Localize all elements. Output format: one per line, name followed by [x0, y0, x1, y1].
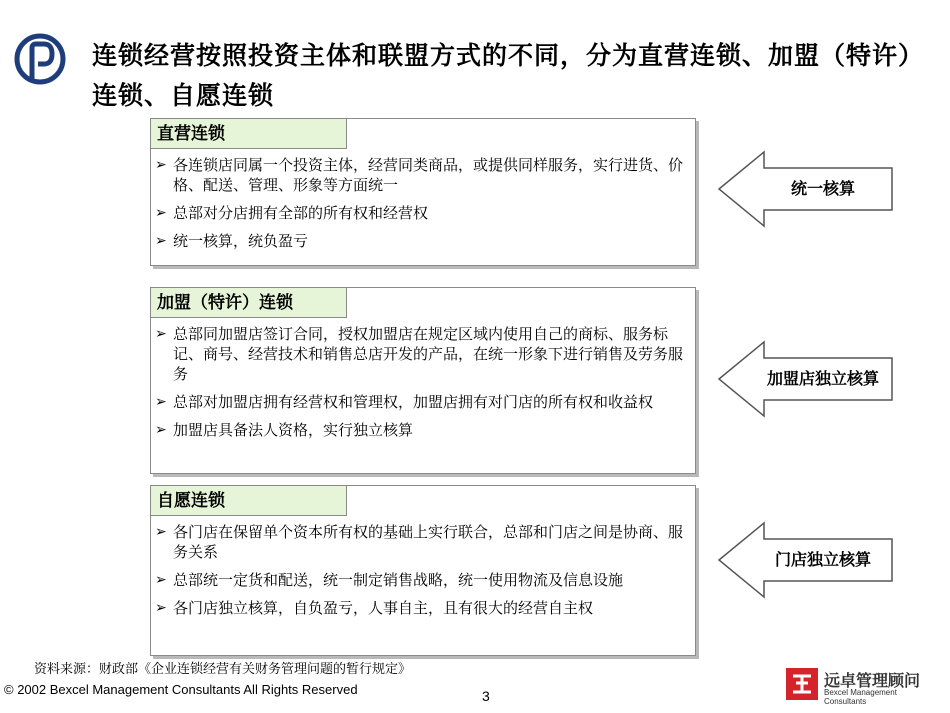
arrow-bullet-icon: ➢ [155, 600, 167, 616]
list-item: ➢ 各门店独立核算，自负盈亏，人事自主，且有很大的经营自主权 [155, 599, 594, 617]
list-item: ➢ 统一核算，统负盈亏 [155, 232, 309, 250]
list-item: ➢ 总部同加盟店签订合同，授权加盟店在规定区域内使用自己的商标、服务标记、商号、经营技术和销售总店开发的产品，在统一形象下进行销售及劳务服务 [155, 325, 684, 383]
arrow-bullet-icon: ➢ [155, 524, 167, 540]
arrow-bullet-icon: ➢ [155, 422, 167, 438]
brand-subtitle: Bexcel Management Consultants [824, 688, 897, 706]
arrow-bullet-icon: ➢ [155, 157, 167, 173]
page-number: 3 [482, 688, 490, 704]
brand-name: 远卓管理顾问 [824, 671, 921, 690]
section-panel-franchise [150, 287, 696, 474]
page-title: 连锁经营按照投资主体和联盟方式的不同，分为直营连锁、加盟（特许）连锁、自愿连锁 [92, 41, 912, 110]
source-note: 资料来源：财政部《企业连锁经营有关财务管理问题的暂行规定》 [34, 662, 412, 677]
section-panel-voluntary [150, 485, 696, 656]
arrow-bullet-icon: ➢ [155, 394, 167, 410]
brand-mark-icon [786, 668, 818, 700]
section-panel-direct [150, 118, 696, 266]
list-item: ➢ 总部对分店拥有全部的所有权和经营权 [155, 204, 429, 222]
company-logo-icon [14, 30, 66, 90]
list-item: ➢ 各门店在保留单个资本所有权的基础上实行联合，总部和门店之间是协商、服务关系 [155, 523, 684, 561]
list-item: ➢ 各连锁店同属一个投资主体，经营同类商品，或提供同样服务，实行进货、价格、配送、管理、形象等方面统一 [155, 156, 684, 194]
brand-logo [786, 664, 936, 704]
arrow-bullet-icon: ➢ [155, 233, 167, 249]
arrow-bullet-icon: ➢ [155, 326, 167, 342]
list-item: ➢ 总部对加盟店拥有经营权和管理权，加盟店拥有对门店的所有权和收益权 [155, 393, 654, 411]
callout-arrow-unified-accounting [718, 150, 896, 228]
copyright-notice: © 2002 Bexcel Management Consultants All Rights Reserved [4, 682, 358, 697]
arrow-bullet-icon: ➢ [155, 572, 167, 588]
callout-arrow-store-accounting [718, 521, 896, 599]
arrow-label: 统一核算 [790, 179, 855, 198]
callout-arrow-franchise-accounting [718, 340, 896, 418]
section-heading: 直营连锁 [151, 119, 347, 149]
section-heading: 自愿连锁 [151, 486, 347, 516]
list-item: ➢ 总部统一定货和配送，统一制定销售战略，统一使用物流及信息设施 [155, 571, 624, 589]
list-item: ➢ 加盟店具备法人资格，实行独立核算 [155, 421, 414, 439]
arrow-label: 门店独立核算 [774, 550, 871, 569]
section-heading: 加盟（特许）连锁 [151, 288, 347, 318]
arrow-label: 加盟店独立核算 [766, 369, 879, 388]
arrow-bullet-icon: ➢ [155, 205, 167, 221]
